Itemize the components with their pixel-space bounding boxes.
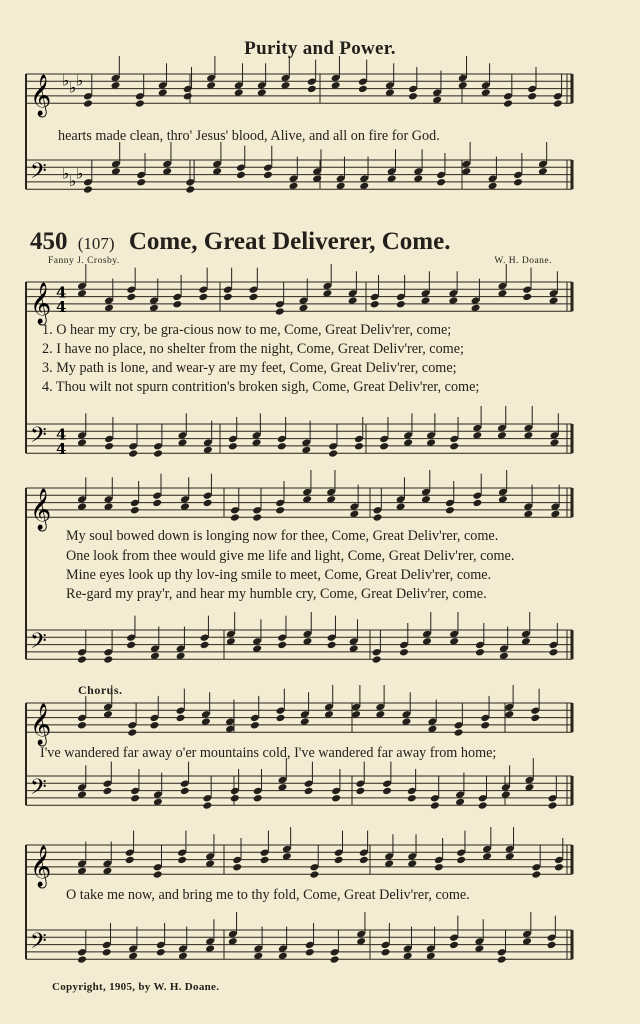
- copyright: Copyright, 1905, by W. H. Doane.: [52, 981, 220, 993]
- bass-clef-5: 𝄢: [30, 928, 47, 959]
- chorus-label: Chorus.: [78, 683, 123, 697]
- composer: W. H. Doane.: [494, 256, 552, 266]
- page-heading: Purity and Power.: [244, 38, 396, 59]
- treble-clef-4: 𝄞: [30, 704, 52, 746]
- verse-3-line-1: 3. My path is lone, and wear-y are my feet, Come, Great Deliv'rer, come;: [42, 360, 457, 376]
- chorus-line-2: O take me now, and bring me to thy fold, Come, Great Deliv'rer, come.: [66, 887, 470, 903]
- top-lyric: hearts made clean, thro' Jesus' blood, Alive, and all on fire for God.: [58, 128, 440, 144]
- treble-clef-3: 𝄞: [30, 489, 52, 531]
- svg-text:♭: ♭: [62, 164, 70, 183]
- flat-sign: ♭: [62, 71, 70, 90]
- svg-text:4: 4: [56, 298, 67, 317]
- verse-4-line-2: Re-gard my pray'r, and hear my humble cry, Come, Great Deliv'rer, come.: [66, 586, 487, 602]
- hymn-alt-number: (107): [77, 234, 115, 253]
- flat-sign: ♭: [69, 78, 77, 97]
- flat-sign: ♭: [76, 71, 84, 90]
- chorus-line-1: I've wandered far away o'er mountains cold, I've wandered far away from home;: [40, 745, 497, 761]
- time-signature-top: 4: [56, 283, 67, 302]
- treble-clef-2: 𝄞: [30, 283, 52, 325]
- verse-1-line-2: My soul bowed down is longing now for thee, Come, Great Deliv'rer, come.: [66, 528, 499, 544]
- bass-clef-1: 𝄢: [30, 158, 47, 189]
- verse-3-line-2: Mine eyes look up thy lov-ing smile to meet, Come, Great Deliv'rer, come.: [66, 567, 492, 583]
- bass-clef-3: 𝄢: [30, 628, 47, 659]
- verse-4-line-1: 4. Thou wilt not spurn contrition's broken sigh, Come, Great Deliv'rer, come;: [42, 379, 480, 395]
- hymn-title: Come, Great Deliverer, Come.: [128, 228, 451, 255]
- bass-clef-2: 𝄢: [30, 422, 47, 453]
- hymn-number: 450: [30, 228, 68, 255]
- bass-clef-4: 𝄢: [30, 774, 47, 805]
- verse-2-line-2: One look from thee would give me life and light, Come, Great Deliv'rer, come.: [66, 548, 515, 564]
- treble-clef-1: 𝄞: [30, 75, 52, 117]
- svg-text:4: 4: [56, 440, 67, 459]
- svg-text:♭: ♭: [69, 171, 77, 190]
- svg-text:♭: ♭: [76, 164, 84, 183]
- time-signature-bass: 4: [56, 425, 67, 444]
- verse-1-line-1: 1. O hear my cry, be gra-cious now to me, Come, Great Deliv'rer, come;: [42, 322, 452, 338]
- hymn-title-block: [30, 228, 450, 256]
- verse-2-line-1: 2. I have no place, no shelter from the night, Come, Great Deliv'rer, come;: [42, 341, 464, 357]
- lyricist: Fanny J. Crosby.: [48, 256, 120, 266]
- treble-clef-5: 𝄞: [30, 846, 52, 888]
